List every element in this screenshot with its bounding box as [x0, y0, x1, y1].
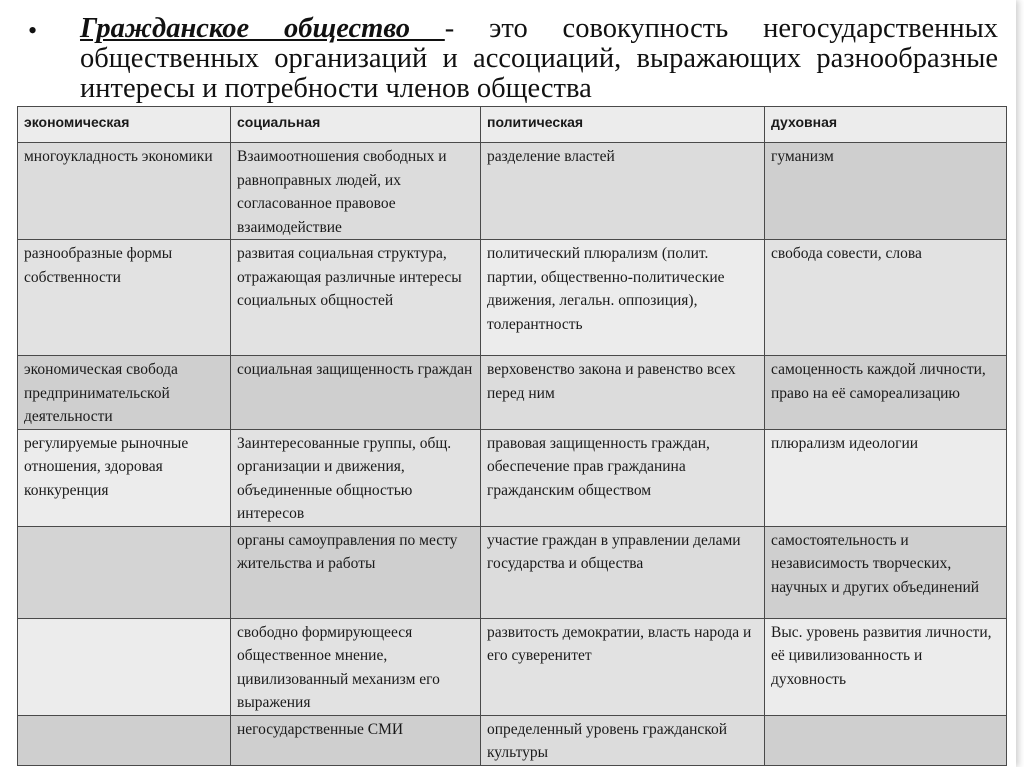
table-cell: плюрализм идеологии	[765, 429, 1007, 526]
table-cell: участие граждан в управлении делами государства и общества	[481, 526, 765, 618]
table-cell: гуманизм	[765, 143, 1007, 240]
table-cell	[18, 526, 231, 618]
table-cell: свобода совести, слова	[765, 240, 1007, 356]
definition-text	[80, 14, 998, 104]
table-row	[18, 429, 1007, 526]
table-cell: определенный уровень гражданской культуры	[481, 715, 765, 765]
spheres-table-container	[17, 106, 1008, 767]
table-cell: органы самоуправления по месту жительства и работы	[231, 526, 481, 618]
table-cell: самостоятельность и независимость творческих, научных и других объединений	[765, 526, 1007, 618]
column-header-economic: экономическая	[18, 107, 231, 143]
table-cell: правовая защищенность граждан, обеспечение прав гражданина гражданским обществом	[481, 429, 765, 526]
table-cell: регулируемые рыночные отношения, здоровая конкуренция	[18, 429, 231, 526]
bullet-marker: •	[28, 16, 38, 45]
table-row	[18, 240, 1007, 356]
table-cell: экономическая свобода предпринимательской деятельности	[18, 356, 231, 430]
table-cell	[18, 618, 231, 715]
table-cell: Взаимоотношения свободных и равноправных людей, их согласованное правовое взаимодействие	[231, 143, 481, 240]
table-cell: разделение властей	[481, 143, 765, 240]
defined-term: Гражданское общество	[80, 13, 445, 44]
table-row	[18, 526, 1007, 618]
column-header-spiritual: духовная	[765, 107, 1007, 143]
column-header-political: политическая	[481, 107, 765, 143]
table-cell: политический плюрализм (полит. партии, общественно-политические движения, легальн. оппозиция), толерантность	[481, 240, 765, 356]
table-cell	[765, 715, 1007, 765]
column-header-social: социальная	[231, 107, 481, 143]
table-cell: развитость демократии, власть народа и его суверенитет	[481, 618, 765, 715]
table-cell: Выс. уровень развития личности, её цивилизованность и духовность	[765, 618, 1007, 715]
table-cell: развитая социальная структура, отражающая различные интересы социальных общностей	[231, 240, 481, 356]
spheres-table	[17, 106, 1007, 766]
table-cell: верховенство закона и равенство всех перед ним	[481, 356, 765, 430]
table-cell: Заинтересованные группы, общ. организации и движения, объединенные общностью интересов	[231, 429, 481, 526]
table-row	[18, 715, 1007, 765]
table-row	[18, 356, 1007, 430]
table-header-row	[18, 107, 1007, 143]
definition-body: - это совокупность негосударственных общественных организаций и ассоциаций, выражающих разнообразные интересы и потребности членов общества	[80, 13, 998, 104]
table-cell	[18, 715, 231, 765]
definition-block	[20, 12, 1000, 106]
table-cell: свободно формирующееся общественное мнение, цивилизованный механизм его выражения	[231, 618, 481, 715]
table-row	[18, 618, 1007, 715]
table-cell: разнообразные формы собственности	[18, 240, 231, 356]
table-cell: многоукладность экономики	[18, 143, 231, 240]
table-cell: негосударственные СМИ	[231, 715, 481, 765]
table-row	[18, 143, 1007, 240]
table-cell: социальная защищенность граждан	[231, 356, 481, 430]
table-cell: самоценность каждой личности, право на её самореализацию	[765, 356, 1007, 430]
